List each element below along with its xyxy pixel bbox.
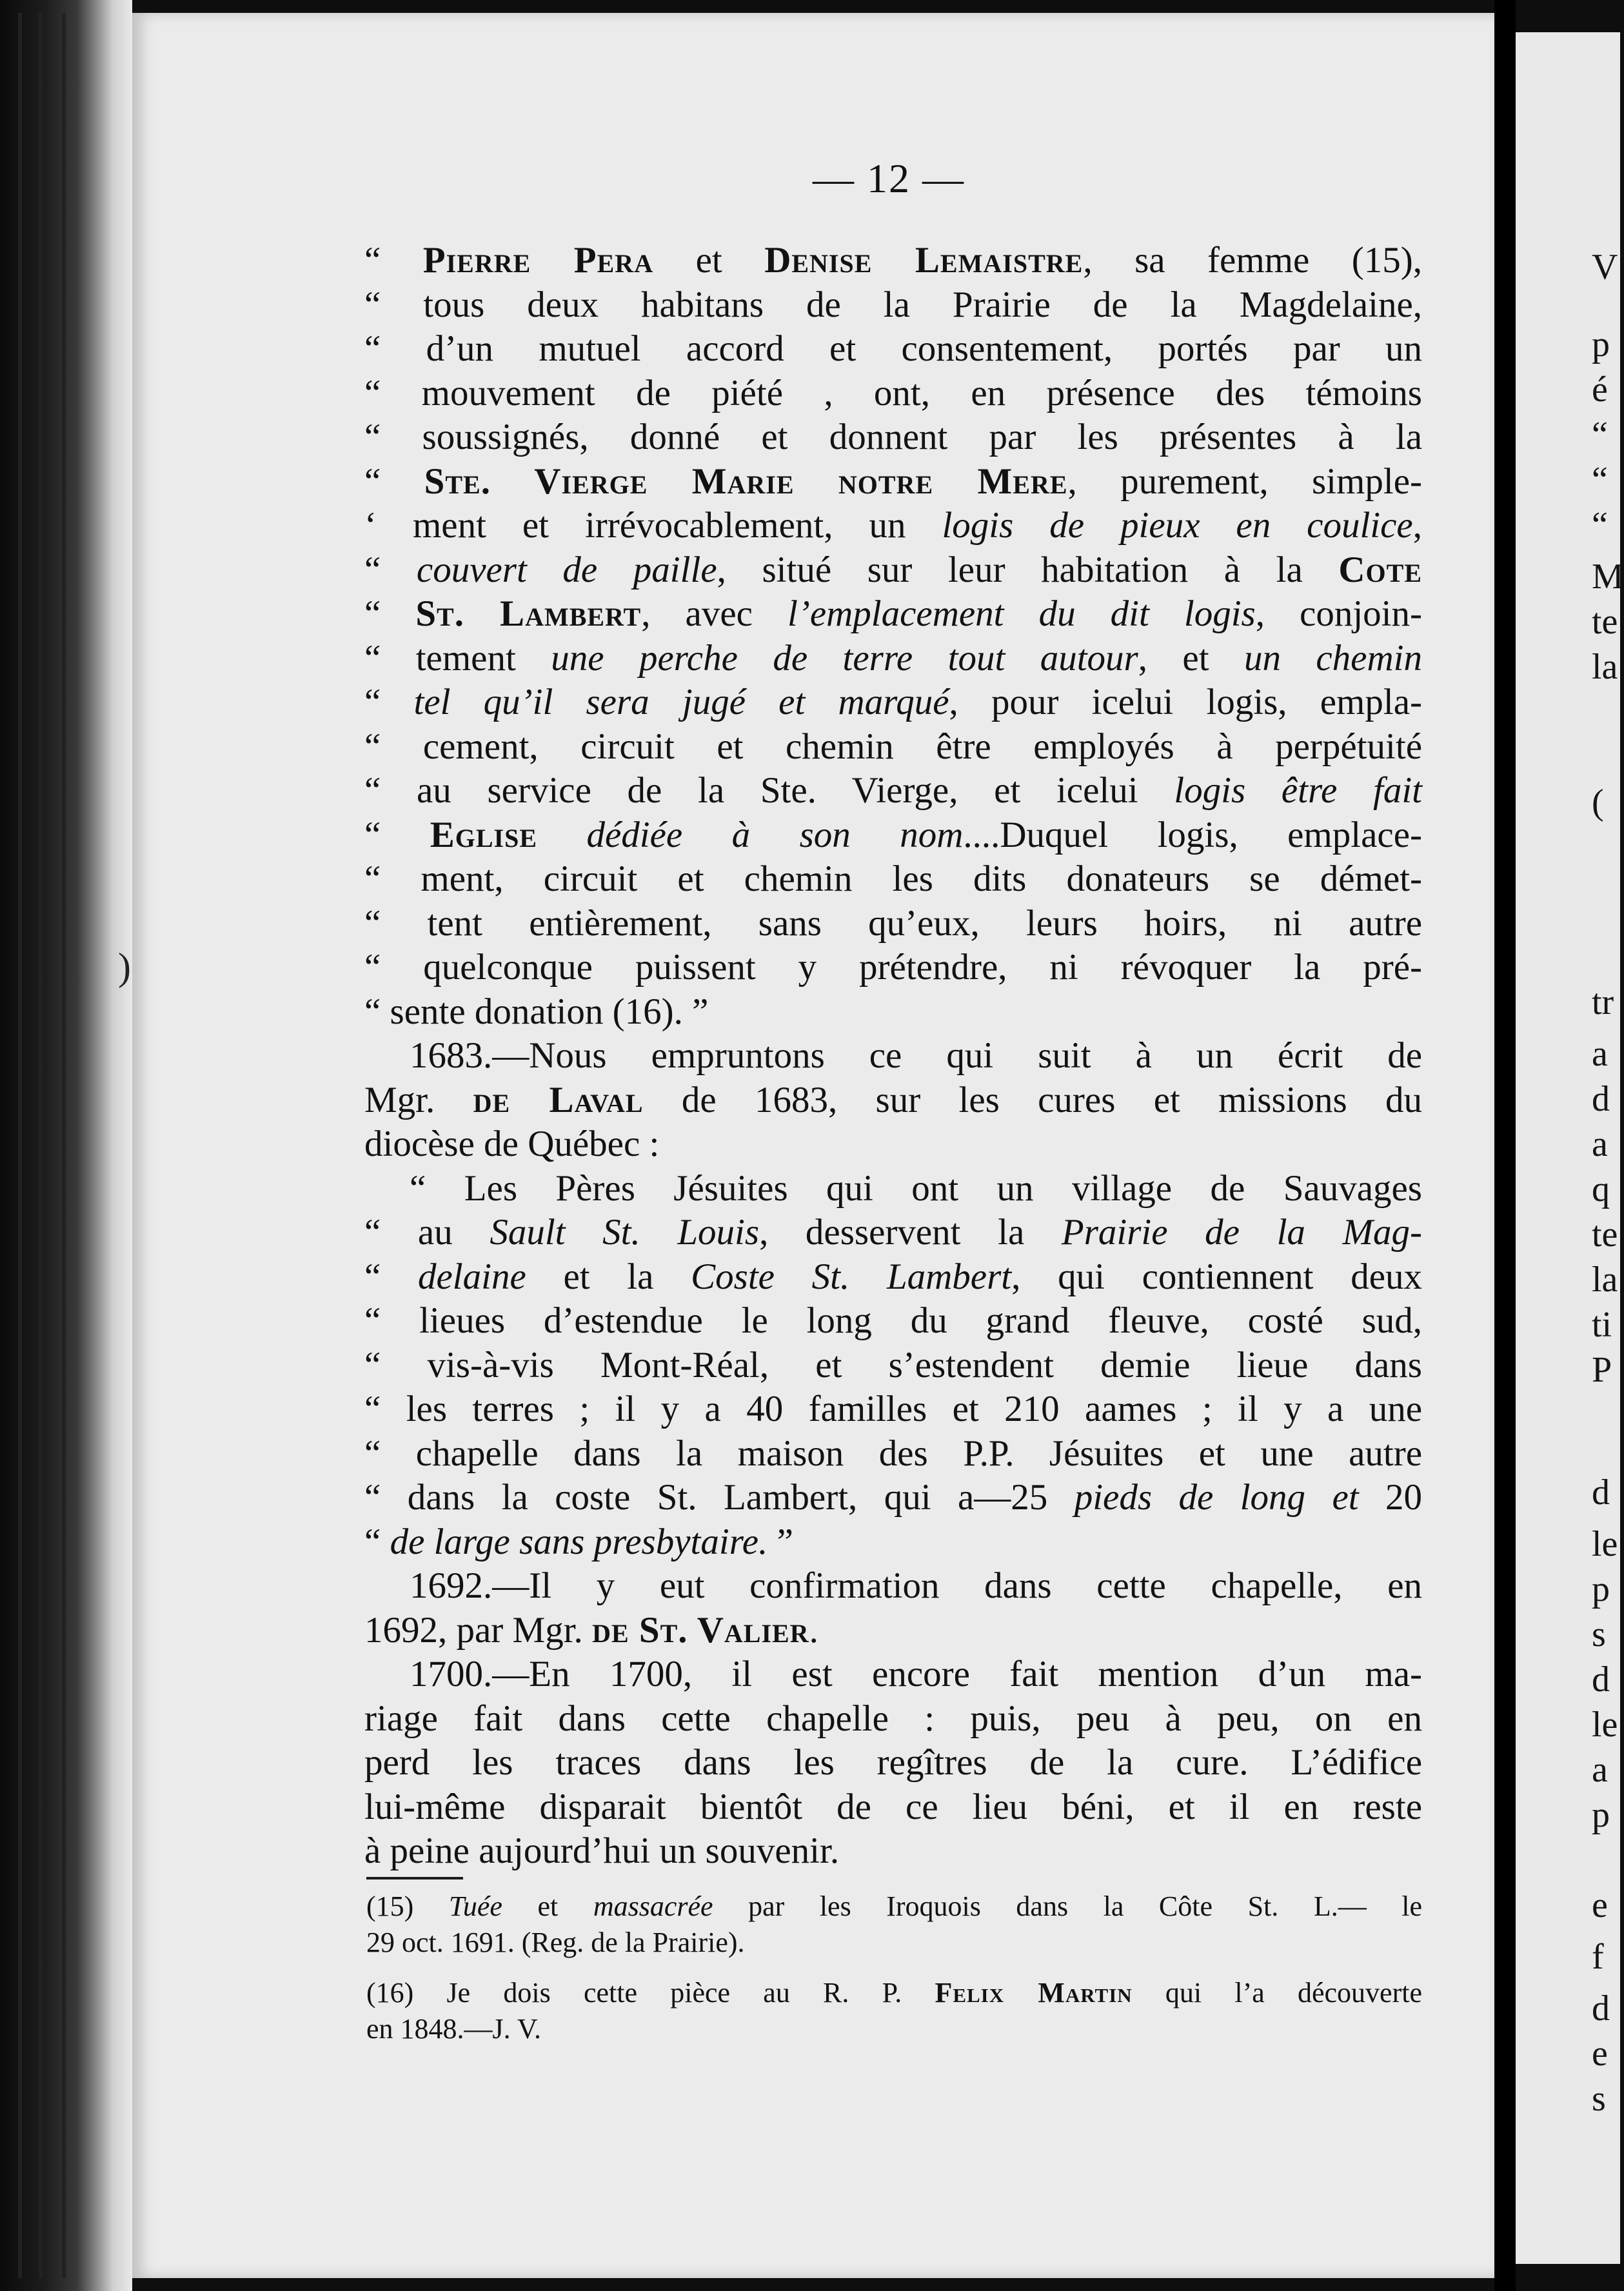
italic-run: tel qu’il sera jugé et marqué xyxy=(413,682,949,722)
text-line xyxy=(364,327,1422,372)
text-run: , sa femme (15), xyxy=(1083,240,1422,281)
text-line xyxy=(364,1078,1422,1123)
small-caps-run: Pierre Pera xyxy=(422,240,654,281)
text-line xyxy=(364,283,1422,328)
adjacent-page-fragment: d xyxy=(1592,1079,1610,1119)
text-run xyxy=(537,815,586,855)
text-run: “ xyxy=(364,682,414,722)
text-run: , et xyxy=(1138,637,1244,679)
small-caps-run: Eglise xyxy=(430,814,538,855)
text-line xyxy=(364,680,1422,725)
adjacent-page-fragment: le xyxy=(1592,1705,1618,1745)
adjacent-page-fragment: a xyxy=(1592,1124,1608,1164)
small-caps-run: Cote xyxy=(1338,549,1422,590)
text-line xyxy=(366,1975,1422,2011)
text-line xyxy=(364,1520,1422,1565)
text-line xyxy=(364,857,1422,902)
adjacent-page-fragment: p xyxy=(1592,324,1610,364)
italic-run: Tuée xyxy=(448,1890,502,1922)
text-run: (16) Je dois cette pièce au R. P. xyxy=(366,1977,935,2008)
body-text xyxy=(364,239,1422,1874)
adjacent-page-fragment: a xyxy=(1592,1750,1608,1790)
text-line xyxy=(364,1432,1422,1476)
text-run: perd les traces dans les regîtres de la cure. L’édifice xyxy=(364,1742,1422,1783)
text-line xyxy=(366,2011,1422,2047)
text-run: de 1683, sur les cures et missions du xyxy=(643,1079,1423,1120)
adjacent-page-fragment: f xyxy=(1592,1937,1604,1977)
binding-stripe xyxy=(39,13,43,2278)
adjacent-page-fragment: d xyxy=(1592,1660,1610,1700)
binding-stripe xyxy=(62,13,66,2278)
text-run: , pour icelui logis, empla- xyxy=(949,682,1423,722)
text-run: lui-même disparait bientôt de ce lieu béni, et il en reste xyxy=(364,1786,1422,1827)
text-line xyxy=(364,990,1422,1035)
text-run: . xyxy=(809,1609,818,1651)
text-line xyxy=(364,946,1422,990)
text-run: diocèse de Québec : xyxy=(364,1124,660,1164)
text-line xyxy=(364,1344,1422,1388)
text-run: 1700.—En 1700, il est encore fait mention d’un ma- xyxy=(410,1654,1422,1694)
paragraph xyxy=(364,239,1422,1034)
adjacent-page-fragment: e xyxy=(1592,1885,1608,1925)
small-caps-run: St. Lambert xyxy=(415,593,642,634)
adjacent-page-fragment: M xyxy=(1592,557,1624,597)
text-line xyxy=(364,372,1422,416)
text-run: et la xyxy=(526,1256,691,1297)
italic-run: un chemin xyxy=(1243,637,1422,679)
text-run: “ xyxy=(364,549,417,590)
text-line xyxy=(364,1211,1422,1255)
italic-run: logis être fait xyxy=(1174,770,1422,811)
text-run: “ xyxy=(364,1521,390,1562)
text-run: riage fait dans cette chapelle : puis, peu à peu, on en xyxy=(364,1698,1422,1739)
text-run: “ tement xyxy=(364,637,551,679)
adjacent-page-fragment: la xyxy=(1592,647,1618,687)
adjacent-page-fragment: P xyxy=(1592,1350,1612,1390)
text-line xyxy=(364,1564,1422,1609)
text-line xyxy=(364,1652,1422,1697)
text-run: 20 xyxy=(1358,1477,1423,1518)
text-line xyxy=(364,1255,1422,1300)
text-run: 1692.—Il y eut confirmation dans cette chapelle, en xyxy=(410,1565,1422,1606)
text-run: “ xyxy=(364,814,430,855)
text-line xyxy=(364,1122,1422,1167)
text-line xyxy=(364,1785,1422,1830)
paragraph xyxy=(364,1167,1422,1565)
text-line xyxy=(364,548,1422,593)
text-line xyxy=(364,592,1422,637)
text-run: , purement, simple- xyxy=(1067,461,1422,502)
paragraph xyxy=(364,1652,1422,1874)
paragraph xyxy=(364,1564,1422,1652)
text-line xyxy=(364,1387,1422,1432)
adjacent-page-fragment: le xyxy=(1592,1524,1618,1564)
text-line xyxy=(364,1034,1422,1078)
text-run: et xyxy=(653,240,765,281)
text-run: à peine aujourd’hui un souvenir. xyxy=(364,1830,840,1871)
text-run: 29 oct. 1691. (Reg. de la Prairie). xyxy=(366,1927,745,1958)
text-line xyxy=(364,637,1422,681)
footnotes xyxy=(366,1889,1422,2061)
italic-run: Coste St. Lambert xyxy=(691,1256,1012,1297)
adjacent-page-fragment: ti xyxy=(1592,1305,1612,1345)
text-run: (15) xyxy=(366,1890,449,1922)
adjacent-page-fragment: “ xyxy=(1592,460,1608,500)
text-run: “ cement, circuit et chemin être employés à perpétuité xyxy=(364,726,1422,767)
text-line xyxy=(364,769,1422,813)
italic-run: Sault St. Louis xyxy=(490,1212,760,1253)
text-line xyxy=(364,1476,1422,1520)
adjacent-page-fragment: q xyxy=(1592,1169,1610,1209)
text-line xyxy=(364,1741,1422,1785)
text-run: , avec xyxy=(641,593,787,634)
italic-run: dédiée à son nom xyxy=(586,814,964,855)
text-run: “ au service de la Ste. Vierge, et icelui xyxy=(364,770,1174,811)
text-run: qui l’a découverte xyxy=(1132,1977,1422,2008)
page-gap xyxy=(1494,0,1516,2291)
adjacent-page-fragment: te xyxy=(1592,1215,1618,1255)
small-caps-run: de Laval xyxy=(473,1079,644,1120)
adjacent-page-fragment: ( xyxy=(1592,782,1604,822)
text-run: “ mouvement de piété , ont, en présence des témoins xyxy=(364,372,1422,413)
footnote xyxy=(366,1889,1422,1961)
text-run: “ xyxy=(364,240,423,281)
text-run: “ vis-à-vis Mont-Réal, et s’estendent demie lieue dans xyxy=(364,1344,1422,1385)
adjacent-page-fragment: s xyxy=(1592,2079,1606,2119)
text-run: ‘ ment et irrévocablement, un xyxy=(364,505,942,546)
italic-run: couvert de paille xyxy=(416,549,717,590)
text-line xyxy=(364,1829,1422,1874)
italic-run: de large sans presbytaire. xyxy=(390,1521,768,1562)
text-run: “ soussignés, donné et donnent par les présentes à la xyxy=(364,417,1422,457)
text-run: “ chapelle dans la maison des P.P. Jésuites et une autre xyxy=(364,1433,1422,1474)
italic-run: l’emplacement du dit logis xyxy=(787,593,1256,634)
text-run: ” xyxy=(767,1521,793,1562)
text-run: “ xyxy=(364,1256,418,1297)
text-line xyxy=(366,1889,1422,1925)
adjacent-page-fragment: é xyxy=(1592,370,1608,410)
text-line xyxy=(364,813,1422,858)
small-caps-run: Denise Lemaistre xyxy=(764,240,1084,281)
text-line xyxy=(364,1697,1422,1741)
page-number: — 12 — xyxy=(813,155,965,201)
text-line xyxy=(364,415,1422,460)
small-caps-run: Felix Martin xyxy=(935,1977,1133,2008)
text-run: “ xyxy=(364,461,424,502)
text-line xyxy=(364,1299,1422,1344)
text-run: 1692, par Mgr. xyxy=(364,1609,593,1651)
text-line xyxy=(364,1167,1422,1211)
binding-stripe xyxy=(18,13,22,2278)
adjacent-page-fragment: s xyxy=(1592,1614,1606,1654)
adjacent-page-fragment: p xyxy=(1592,1569,1610,1609)
italic-run: delaine xyxy=(418,1256,526,1297)
text-run: Mgr. xyxy=(364,1079,473,1120)
text-run: et xyxy=(502,1890,593,1922)
text-run: , desservent la xyxy=(759,1212,1062,1253)
small-caps-run: Ste. Vierge Marie notre Mere xyxy=(424,461,1068,502)
footnote xyxy=(366,1975,1422,2047)
text-run: “ les terres ; il y a 40 familles et 210 aames ; il y a une xyxy=(364,1389,1422,1429)
text-run: “ Les Pères Jésuites qui ont un village de Sauvages xyxy=(410,1167,1422,1209)
adjacent-page-edge xyxy=(1516,32,1624,2264)
adjacent-page-fragment: “ xyxy=(1592,415,1608,455)
text-run: , situé sur leur habitation à la xyxy=(717,549,1339,590)
text-run: 1683.—Nous empruntons ce qui suit à un écrit de xyxy=(410,1035,1422,1076)
text-run: “ tent entièrement, sans qu’eux, leurs hoirs, ni autre xyxy=(364,902,1422,944)
adjacent-page-fragment: te xyxy=(1592,602,1618,642)
text-run: “ xyxy=(364,593,416,634)
text-run: “ quelconque puissent y prétendre, ni révoquer la pré- xyxy=(364,947,1422,987)
adjacent-page-fragment: “ xyxy=(1592,505,1608,545)
text-run: “ d’un mutuel accord et consentement, portés par un xyxy=(364,328,1422,369)
text-run: “ ment, circuit et chemin les dits donateurs se démet- xyxy=(364,858,1422,899)
text-line xyxy=(366,1925,1422,1961)
text-run: “ tous deux habitans de la Prairie de la Magdelaine, xyxy=(364,284,1422,325)
footnote-rule xyxy=(366,1877,463,1879)
adjacent-page-fragment: tr xyxy=(1592,982,1614,1022)
text-run: par les Iroquois dans la Côte St. L.— le xyxy=(713,1890,1422,1922)
text-run: , qui contiennent deux xyxy=(1011,1256,1423,1297)
text-run: , xyxy=(1412,505,1422,546)
text-run: ....Duquel logis, emplace- xyxy=(963,814,1422,855)
text-line xyxy=(364,504,1422,548)
adjacent-page-fragment: V xyxy=(1592,247,1618,287)
text-run: “ lieues d’estendue le long du grand fleuve, costé sud, xyxy=(364,1300,1422,1341)
italic-run: pieds de long et xyxy=(1074,1477,1359,1518)
adjacent-page-fragment: a xyxy=(1592,1034,1608,1074)
text-line xyxy=(364,725,1422,769)
adjacent-page-fragment: la xyxy=(1592,1260,1618,1300)
text-run: “ au xyxy=(364,1212,490,1253)
adjacent-page-fragment: e xyxy=(1592,2034,1608,2074)
italic-run: Prairie de la Mag- xyxy=(1061,1212,1422,1253)
text-line xyxy=(364,460,1422,504)
text-run: , conjoin- xyxy=(1255,593,1422,634)
italic-run: une perche de terre tout autour xyxy=(551,637,1138,679)
margin-mark: ) xyxy=(118,946,131,988)
text-run: “ dans la coste St. Lambert, qui a—25 xyxy=(364,1477,1074,1518)
adjacent-page-fragment: d xyxy=(1592,1989,1610,2028)
text-line xyxy=(364,902,1422,946)
adjacent-page-fragment: d xyxy=(1592,1473,1610,1512)
small-caps-run: de St. Valier xyxy=(592,1609,809,1651)
italic-run: logis de pieux en coulice xyxy=(942,505,1413,546)
adjacent-page-fragment: p xyxy=(1592,1795,1610,1835)
text-line xyxy=(364,239,1422,283)
paragraph xyxy=(364,1034,1422,1167)
italic-run: massacrée xyxy=(593,1890,713,1922)
text-run: en 1848.—J. V. xyxy=(366,2013,541,2045)
text-run: “ sente donation (16). ” xyxy=(364,991,709,1032)
text-line xyxy=(364,1609,1422,1653)
